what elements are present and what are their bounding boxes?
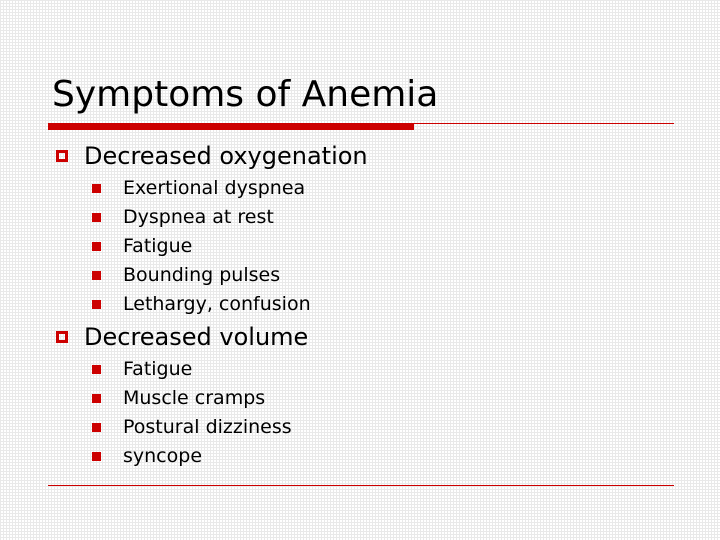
section-heading-row: [56, 138, 696, 174]
list-item: [92, 232, 696, 261]
list-item-label: Dyspnea at rest: [123, 206, 274, 228]
filled-square-icon: [92, 394, 101, 403]
symptom-list: [56, 355, 696, 471]
list-item-label: syncope: [123, 445, 203, 467]
list-item: [92, 203, 696, 232]
list-item-label: Postural dizziness: [123, 416, 292, 438]
filled-square-icon: [92, 452, 101, 461]
section-decreased-oxygenation: [56, 138, 696, 319]
list-item-label: Fatigue: [123, 235, 193, 257]
list-item-label: Exertional dyspnea: [123, 177, 306, 199]
slide-content: [56, 138, 696, 471]
list-item-label: Lethargy, confusion: [123, 293, 311, 315]
filled-square-icon: [92, 271, 101, 280]
list-item: [92, 174, 696, 203]
filled-square-icon: [92, 213, 101, 222]
section-heading-row: [56, 319, 696, 355]
filled-square-icon: [92, 365, 101, 374]
list-item: [92, 384, 696, 413]
filled-square-icon: [92, 300, 101, 309]
list-item: [92, 355, 696, 384]
list-item-label: Muscle cramps: [123, 387, 266, 409]
section-heading: Decreased oxygenation: [84, 142, 368, 170]
list-item-label: Fatigue: [123, 358, 193, 380]
title-divider-thick: [48, 124, 414, 130]
list-item: [92, 290, 696, 319]
symptom-list: [56, 174, 696, 319]
slide-title: Symptoms of Anemia: [52, 74, 439, 115]
hollow-square-icon: [56, 331, 68, 343]
section-decreased-volume: [56, 319, 696, 471]
list-item: [92, 442, 696, 471]
list-item: [92, 261, 696, 290]
section-heading: Decreased volume: [84, 323, 309, 351]
list-item: [92, 413, 696, 442]
filled-square-icon: [92, 184, 101, 193]
filled-square-icon: [92, 242, 101, 251]
filled-square-icon: [92, 423, 101, 432]
footer-divider: [48, 485, 674, 486]
hollow-square-icon: [56, 150, 68, 162]
list-item-label: Bounding pulses: [123, 264, 281, 286]
